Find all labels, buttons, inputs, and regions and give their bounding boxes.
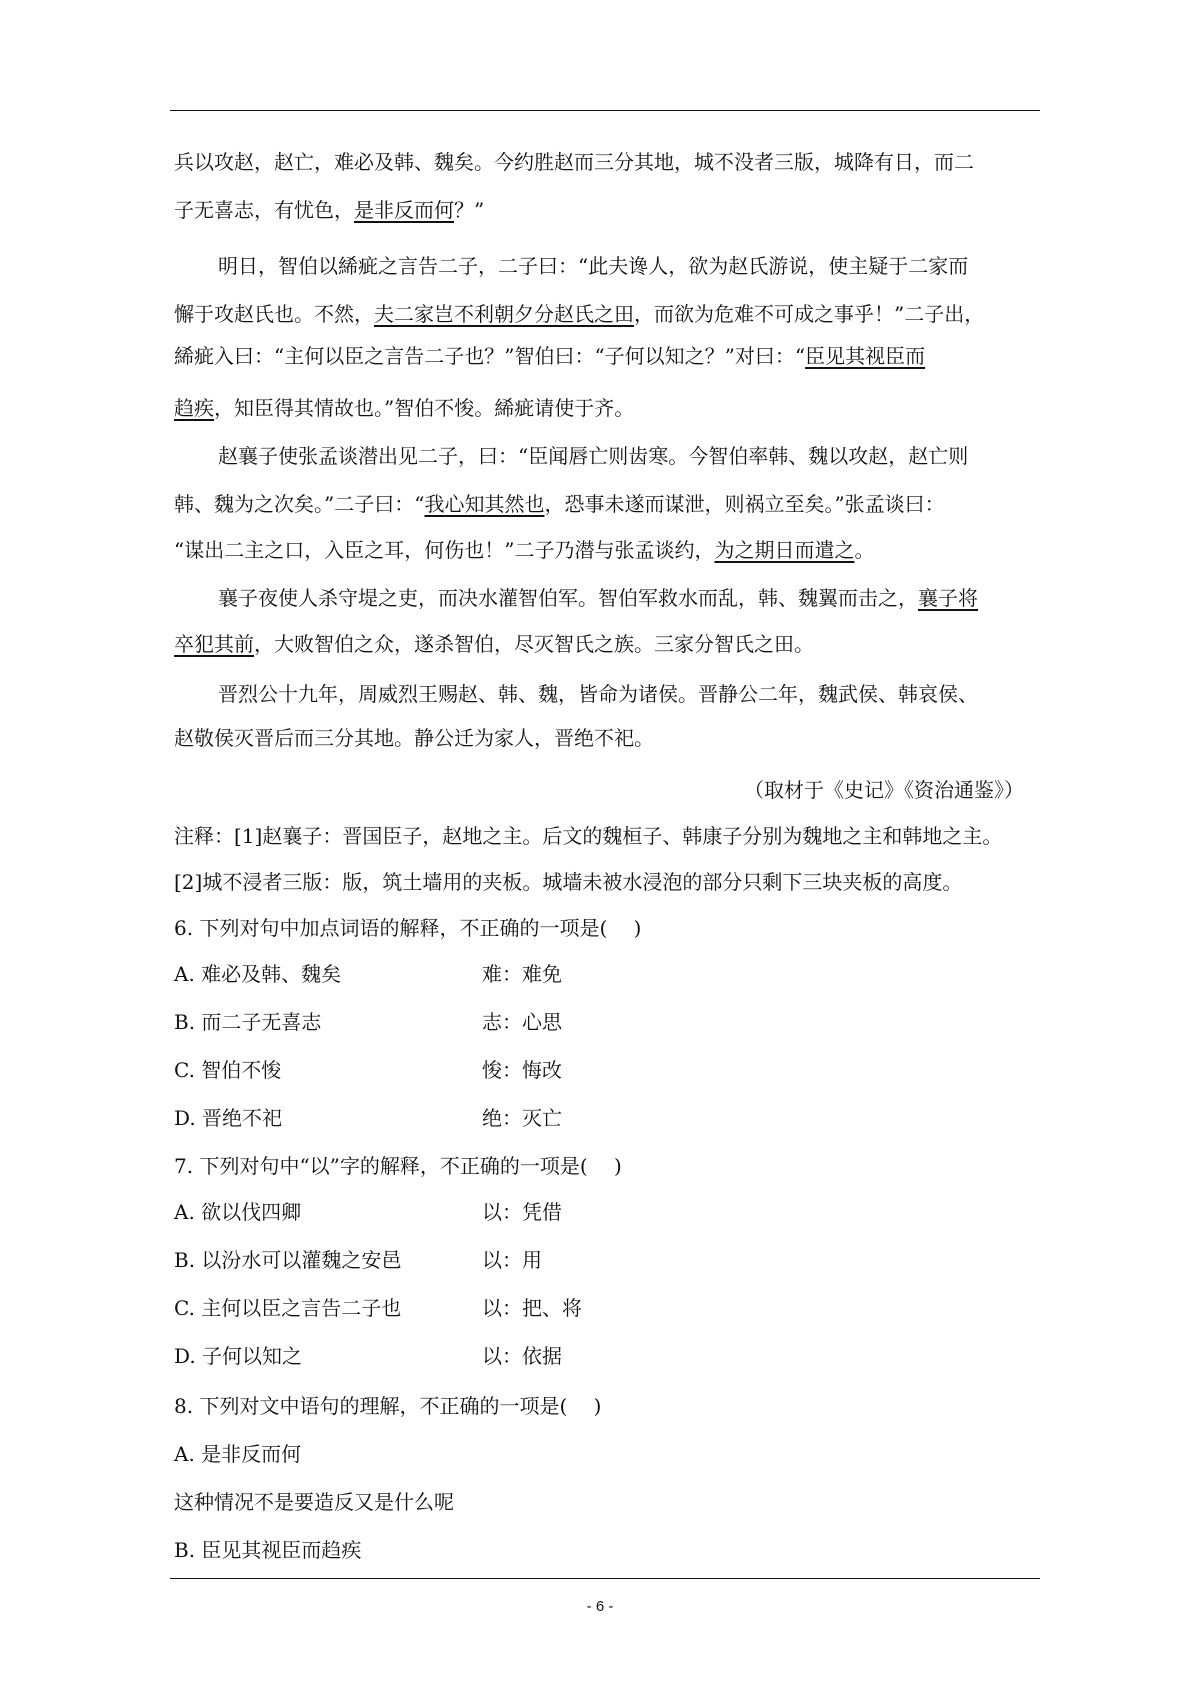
underlined-sentence: 夫二家岂不利朝夕分赵氏之田 xyxy=(374,302,634,326)
passage-line: “谋出二主之口，入臣之耳，何伤也！”二子乃潜与张孟谈约，为之期日而遣之。 xyxy=(174,538,875,562)
option-label: B. 臣见其视臣而趋疾 xyxy=(174,1538,362,1562)
underlined-sentence: 我心知其然也 xyxy=(424,492,545,516)
note-line: [2]城不浸者三版：版，筑土墙用的夹板。城墙未被水浸泡的部分只剩下三块夹板的高度。 xyxy=(174,870,963,894)
option-label: C. 主何以臣之言告二子也 xyxy=(174,1296,402,1320)
option-label: A. 欲以伐四卿 xyxy=(174,1200,302,1224)
passage-line: 趋疾，知臣得其情故也。”智伯不悛。絺疵请使于齐。 xyxy=(174,396,635,420)
footer-rule xyxy=(170,1578,1040,1579)
underlined-sentence: 为之期日而遣之 xyxy=(714,538,855,562)
option-label: B. 而二子无喜志 xyxy=(174,1010,322,1034)
passage-line: 晋烈公十九年，周威烈王赐赵、韩、魏，皆命为诸侯。晋静公二年，魏武侯、韩哀侯、 xyxy=(218,682,978,706)
underlined-sentence: 臣见其视臣而 xyxy=(805,344,926,368)
option-explanation: 悛：悔改 xyxy=(482,1058,562,1082)
option-explanation: 以：用 xyxy=(482,1248,542,1272)
passage-line: 子无喜志，有忧色，是非反而何？” xyxy=(174,198,485,222)
header-rule xyxy=(170,110,1040,111)
option-explanation: 以：依据 xyxy=(482,1344,562,1368)
passage-line: 明日，智伯以絺疵之言告二子，二子曰：“此夫谗人，欲为赵氏游说，使主疑于二家而 xyxy=(218,254,969,278)
option-explanation: 以：凭借 xyxy=(482,1200,562,1224)
option-explanation: 难：难免 xyxy=(482,962,562,986)
question-stem: 6. 下列对句中加点词语的解释，不正确的一项是( ) xyxy=(174,916,642,940)
question-stem: 7. 下列对句中“以”字的解释，不正确的一项是( ) xyxy=(174,1154,622,1178)
note-line: 注释：[1]赵襄子：晋国臣子，赵地之主。后文的魏桓子、韩康子分别为魏地之主和韩地之主。 xyxy=(174,824,1003,848)
page-number: - 6 - xyxy=(586,1598,614,1615)
option-explanation: 绝：灭亡 xyxy=(482,1106,562,1130)
passage-line: 絺疵入曰：“主何以臣之言告二子也？”智伯曰：“子何以知之？”对曰：“臣见其视臣而 xyxy=(174,344,926,368)
underlined-sentence: 是非反而何 xyxy=(354,198,454,222)
option-label: D. 晋绝不祀 xyxy=(174,1106,283,1130)
underlined-sentence: 趋疾 xyxy=(174,396,214,420)
option-explanation: 志：心思 xyxy=(482,1010,562,1034)
underlined-sentence: 卒犯其前 xyxy=(174,632,254,656)
passage-line: 襄子夜使人杀守堤之吏，而决水灌智伯军。智伯军救水而乱，韩、魏翼而击之，襄子将 xyxy=(218,586,978,610)
option-label: B. 以汾水可以灌魏之安邑 xyxy=(174,1248,402,1272)
option-label: D. 子何以知之 xyxy=(174,1344,303,1368)
passage-line: 兵以攻赵，赵亡，难必及韩、魏矣。今约胜赵而三分其地，城不没者三版，城降有日，而二 xyxy=(174,150,974,174)
passage-line: 韩、魏为之次矣。”二子曰：“我心知其然也，恐事未遂而谋泄，则祸立至矣。”张孟谈曰： xyxy=(174,492,945,516)
passage-line: 懈于攻赵氏也。不然，夫二家岂不利朝夕分赵氏之田，而欲为危难不可成之事乎！”二子出， xyxy=(174,302,985,326)
option-label: A. 难必及韩、魏矣 xyxy=(174,962,342,986)
passage-line: 赵襄子使张孟谈潜出见二子，曰：“臣闻唇亡则齿寒。今智伯率韩、魏以攻赵，赵亡则 xyxy=(218,444,969,468)
option-label: C. 智伯不悛 xyxy=(174,1058,282,1082)
option-explanation: 这种情况不是要造反又是什么呢 xyxy=(174,1490,454,1514)
option-label: A. 是非反而何 xyxy=(174,1442,302,1466)
underlined-sentence: 襄子将 xyxy=(918,586,978,610)
passage-line: 赵敬侯灭晋后而三分其地。静公迁为家人，晋绝不祀。 xyxy=(174,726,654,750)
source-citation: （取材于《史记》《资治通鉴》） xyxy=(744,778,1024,802)
question-stem: 8. 下列对文中语句的理解，不正确的一项是( ) xyxy=(174,1394,602,1418)
passage-line: 卒犯其前，大败智伯之众，遂杀智伯，尽灭智氏之族。三家分智氏之田。 xyxy=(174,632,814,656)
option-explanation: 以：把、将 xyxy=(482,1296,582,1320)
